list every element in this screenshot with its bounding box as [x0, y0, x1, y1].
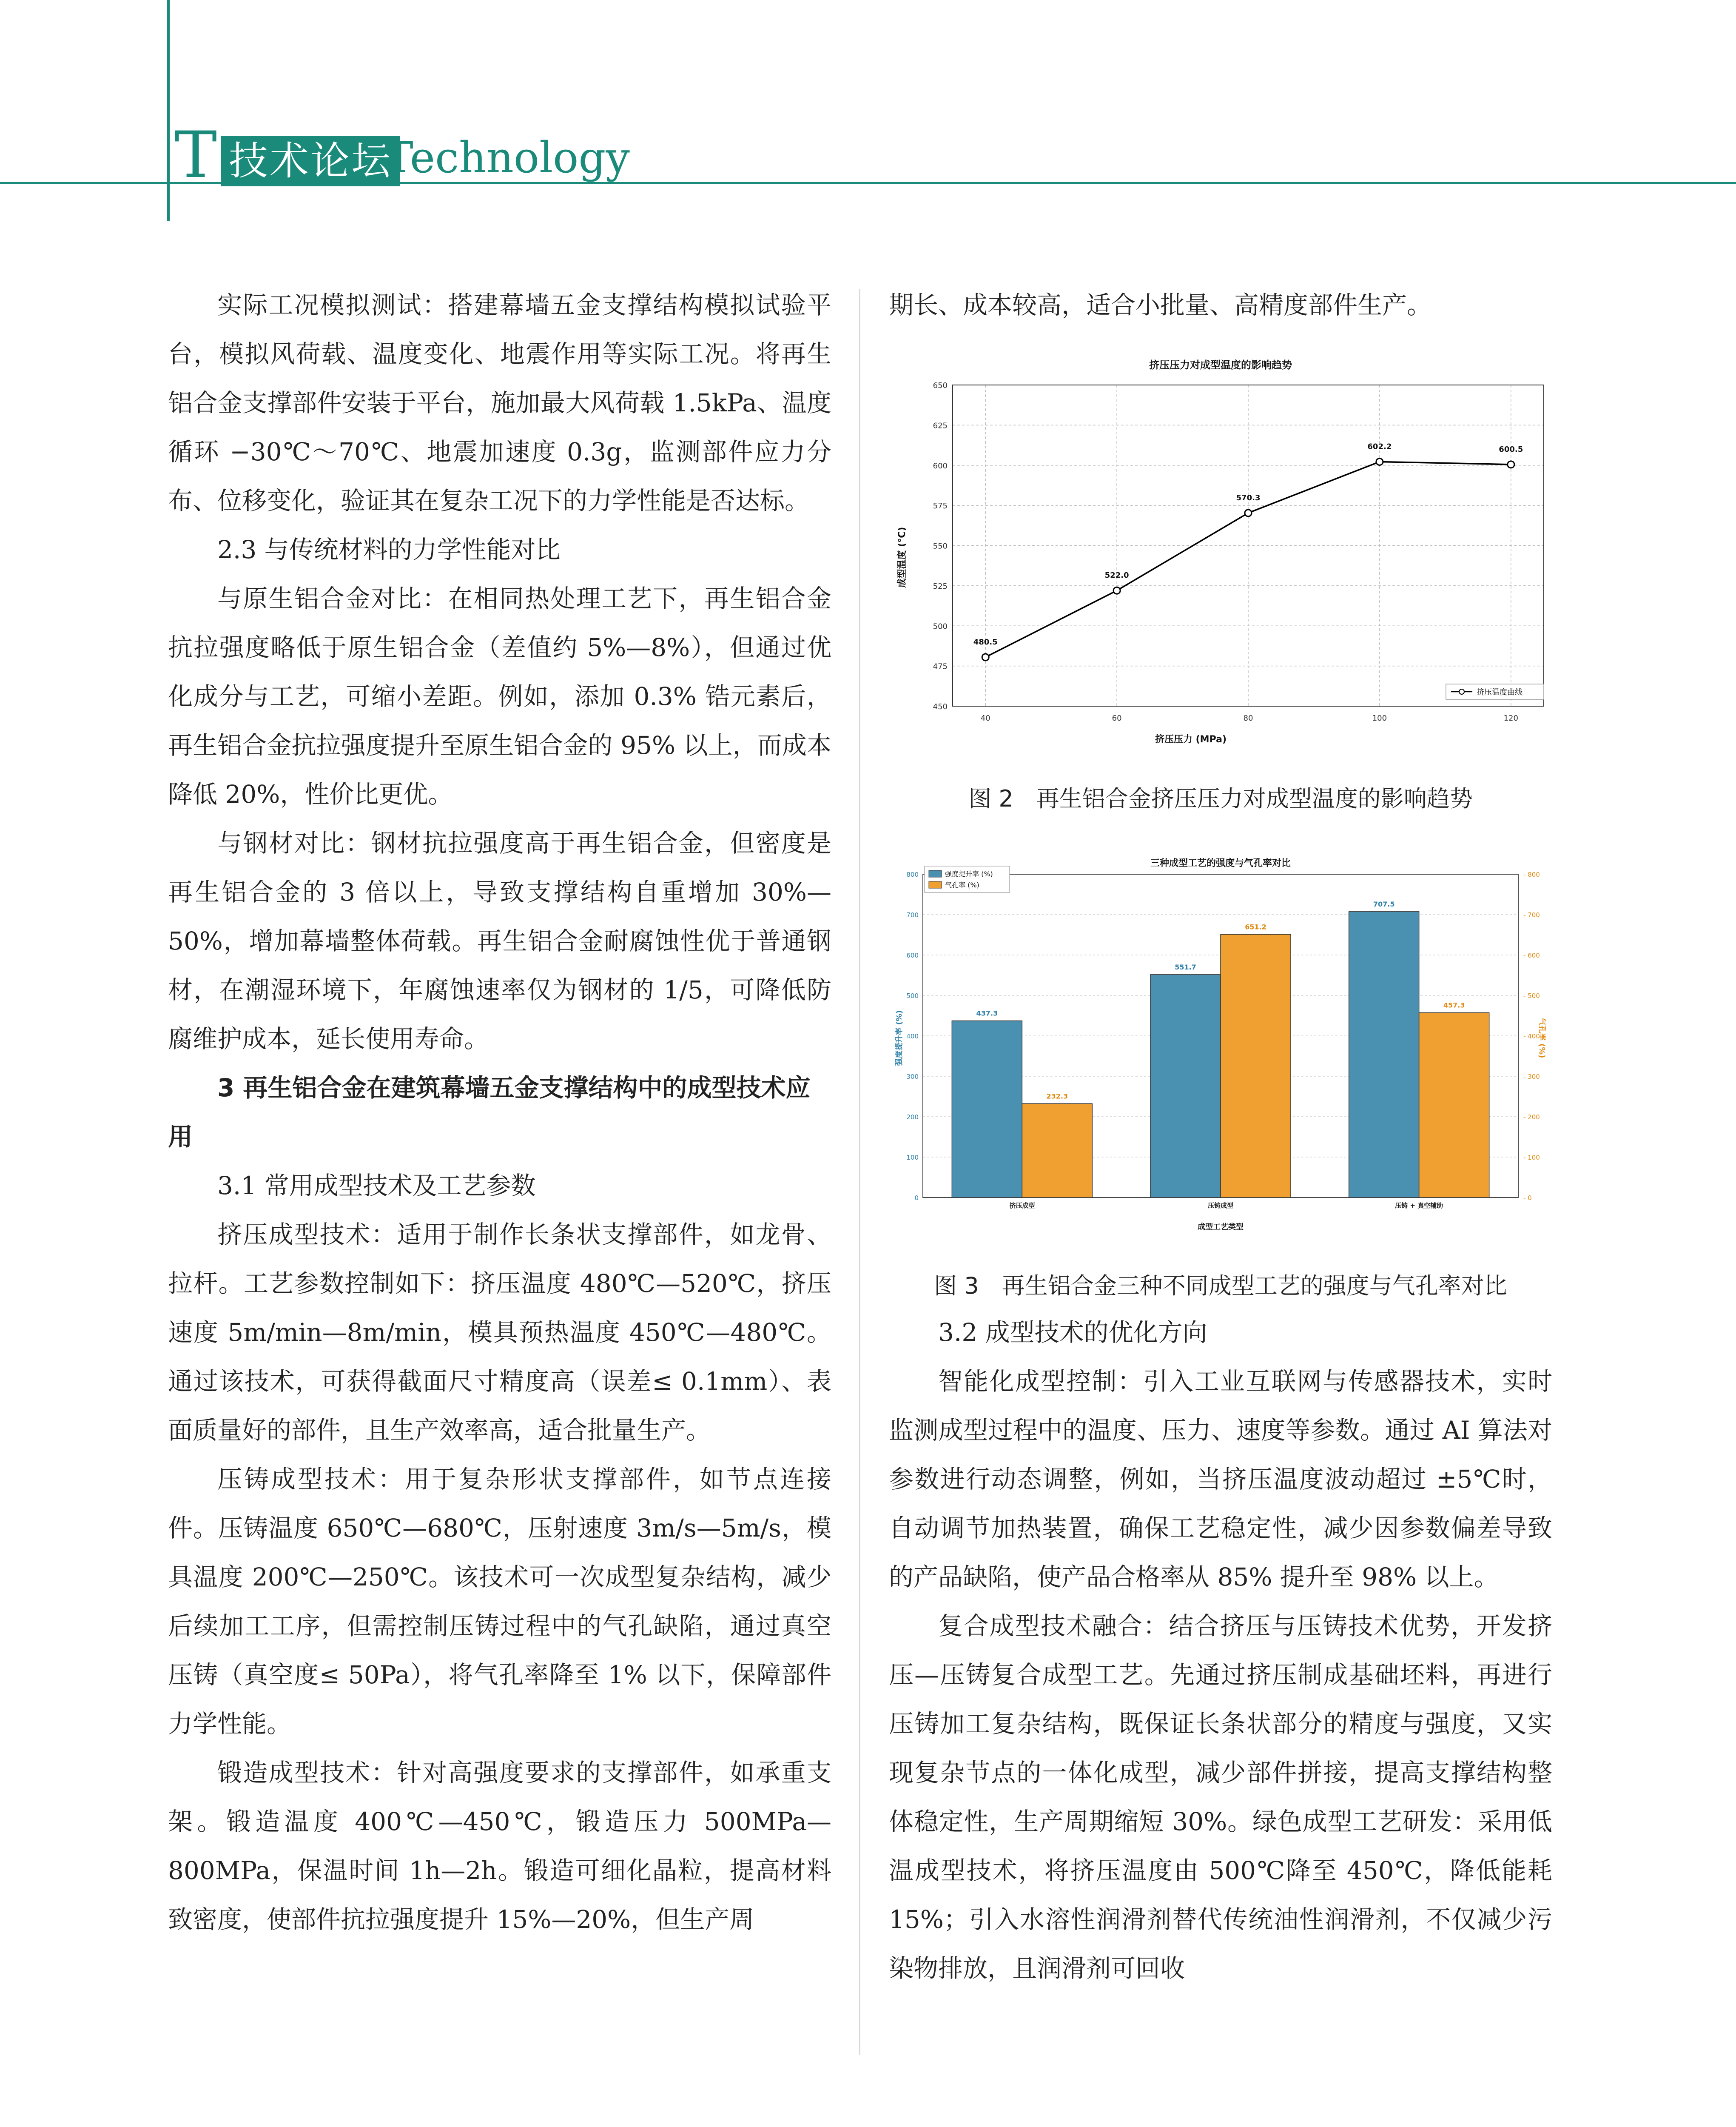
x-axis-label: 挤压压力 (MPa)	[1155, 734, 1227, 745]
data-point	[1508, 461, 1514, 468]
paragraph: 与原生铝合金对比：在相同热处理工艺下，再生铝合金抗拉强度略低于原生铝合金（差值约 5%—8%），但通过优化成分与工艺，可缩小差距。例如，添加 0.3% 锆元素后，再生铝合金抗拉强度提升至原生铝合金的 95% 以上，而成本降低 20%，性价比更优。	[168, 584, 831, 809]
legend-label: 强度提升率 (%)	[945, 870, 993, 878]
y-tick-label: 500	[933, 622, 948, 631]
y-tick-label-right: - 600	[1523, 952, 1540, 959]
chart-title: 三种成型工艺的强度与气孔率对比	[1150, 858, 1291, 869]
data-label: 232.3	[1046, 1092, 1068, 1101]
data-label: 602.2	[1367, 442, 1392, 451]
header-letter: T	[174, 118, 217, 192]
paragraph: 挤压成型技术：适用于制作长条状支撑部件，如龙骨、拉杆。工艺参数控制如下：挤压温度 480℃—520℃，挤压速度 5m/min—8m/min，模具预热温度 450℃—480℃。通过该技术，可获得截面尺寸精度高（误差≤ 0.1mm）、表面质量好的部件，且生产效率高，适合批量生产。	[168, 1220, 831, 1445]
section-label-en: Technology	[385, 133, 630, 182]
y-tick-label-left: 0	[914, 1194, 919, 1202]
data-label: 457.3	[1443, 1001, 1465, 1009]
data-point	[1113, 587, 1120, 594]
y-axis-label-right: 气孔率 (%)	[1537, 1018, 1546, 1058]
bar	[1022, 1103, 1092, 1198]
x-tick-label: 挤压成型	[1009, 1202, 1035, 1209]
x-axis-label: 成型工艺类型	[1198, 1223, 1244, 1232]
x-tick-label: 40	[980, 714, 990, 723]
paragraph: 智能化成型控制：引入工业互联网与传感器技术，实时监测成型过程中的温度、压力、速度等参数。通过 AI 算法对参数进行动态调整，例如，当挤压温度波动超过 ±5℃时，自动调节加热装置，确保工艺稳定性，减少因参数偏差导致的产品缺陷，使产品合格率从 85% 提升至 98% 以上。	[889, 1367, 1552, 1591]
data-label: 707.5	[1373, 900, 1395, 908]
paragraph: 实际工况模拟测试：搭建幕墙五金支撑结构模拟试验平台，模拟风荷载、温度变化、地震作用等实际工况。将再生铝合金支撑部件安装于平台，施加最大风荷载 1.5kPa、温度循环 −30℃～70℃、地震加速度 0.3g，监测部件应力分布、位移变化，验证其在复杂工况下的力学性能是否达标。	[168, 291, 831, 515]
data-label: 570.3	[1236, 493, 1261, 502]
data-point	[982, 654, 989, 661]
data-label: 480.5	[973, 637, 998, 647]
bar	[1221, 934, 1291, 1198]
figure-2-caption: 图 2 再生铝合金挤压压力对成型温度的影响趋势	[968, 785, 1473, 812]
y-tick-label-left: 300	[906, 1073, 919, 1081]
x-tick-label: 80	[1243, 714, 1253, 723]
y-tick-label: 575	[933, 502, 948, 511]
y-tick-label-left: 600	[906, 952, 919, 959]
y-tick-label-left: 500	[906, 992, 919, 1000]
subsection-heading: 3.2 成型技术的优化方向	[938, 1318, 1207, 1347]
y-tick-label: 475	[933, 662, 948, 671]
paragraph: 与钢材对比：钢材抗拉强度高于再生铝合金，但密度是再生铝合金的 3 倍以上，导致支撑结构自重增加 30%—50%，增加幕墙整体荷载。再生铝合金耐腐蚀性优于普通钢材，在潮湿环境下，年腐蚀速率仅为钢材的 1/5，可降低防腐维护成本，延长使用寿命。	[168, 829, 831, 1053]
subsection-heading: 3.1 常用成型技术及工艺参数	[217, 1171, 536, 1200]
bar	[952, 1021, 1022, 1198]
bar	[1419, 1013, 1489, 1198]
data-label: 651.2	[1245, 923, 1266, 931]
y-tick-label-left: 700	[906, 911, 919, 919]
x-tick-label: 压铸 + 真空辅助	[1395, 1202, 1443, 1209]
section-label-cn: 技术论坛	[221, 136, 400, 186]
left-column	[168, 281, 831, 1944]
figure-3-caption: 图 3 再生铝合金三种不同成型工艺的强度与气孔率对比	[934, 1272, 1507, 1299]
chart-title: 挤压压力对成型温度的影响趋势	[1149, 359, 1292, 371]
subsection-heading: 2.3 与传统材料的力学性能对比	[217, 535, 561, 564]
paragraph: 锻造成型技术：针对高强度要求的支撑部件，如承重支架。锻造温度 400℃—450℃，锻造压力 500MPa—800MPa，保温时间 1h—2h。锻造可细化晶粒，提高材料致密度，使部件抗拉强度提升 15%—20%，但生产周	[168, 1758, 831, 1934]
right-column-bottom	[889, 1308, 1552, 1993]
line-chart	[889, 357, 1552, 757]
y-tick-label-right: - 0	[1523, 1194, 1532, 1202]
header-vertical-rule	[167, 0, 170, 221]
legend-label: 挤压温度曲线	[1477, 688, 1523, 697]
y-tick-label-right: - 700	[1523, 911, 1540, 919]
y-tick-label-right: - 400	[1523, 1032, 1540, 1040]
x-tick-label: 压铸成型	[1207, 1202, 1234, 1209]
data-point	[1376, 458, 1383, 465]
y-tick-label: 650	[933, 381, 948, 390]
section-heading: 3 再生铝合金在建筑幕墙五金支撑结构中的成型技术应用	[168, 1073, 811, 1151]
x-tick-label: 60	[1112, 714, 1122, 723]
y-axis-label: 成型温度 (°C)	[897, 527, 908, 588]
y-axis-label-left: 强度提升率 (%)	[895, 1010, 904, 1066]
y-tick-label-left: 100	[906, 1154, 919, 1161]
y-tick-label-right: - 100	[1523, 1154, 1540, 1161]
y-tick-label: 625	[933, 421, 948, 431]
x-tick-label: 120	[1503, 714, 1518, 723]
data-label: 437.3	[976, 1009, 998, 1018]
chart-legend	[925, 866, 1010, 892]
bar	[1349, 912, 1419, 1198]
y-tick-label-left: 800	[906, 871, 919, 878]
y-tick-label-left: 200	[906, 1113, 919, 1121]
paragraph: 复合成型技术融合：结合挤压与压铸技术优势，开发挤压—压铸复合成型工艺。先通过挤压制成基础坯料，再进行压铸加工复杂结构，既保证长条状部分的精度与强度，又实现复杂节点的一体化成型，减少部件拼接，提高支撑结构整体稳定性，生产周期缩短 30%。绿色成型工艺研发：采用低温成型技术，将挤压温度由 500℃降至 450℃，降低能耗 15%；引入水溶性润滑剂替代传统油性润滑剂，不仅减少污染物排放，且润滑剂可回收	[889, 1611, 1552, 1983]
y-tick-label-right: - 300	[1523, 1073, 1540, 1081]
data-label: 600.5	[1499, 445, 1523, 454]
legend-label: 气孔率 (%)	[945, 881, 979, 889]
x-tick-label: 100	[1372, 714, 1387, 723]
paragraph: 压铸成型技术：用于复杂形状支撑部件，如节点连接件。压铸温度 650℃—680℃，压射速度 3m/s—5m/s，模具温度 200℃—250℃。该技术可一次成型复杂结构，减少后续加工工序，但需控制压铸过程中的气孔缺陷，通过真空压铸（真空度≤ 50Pa），将气孔率降至 1% 以下，保障部件力学性能。	[168, 1465, 831, 1738]
data-point	[1245, 510, 1252, 516]
right-column-top	[889, 281, 1552, 330]
column-divider	[859, 289, 860, 2055]
y-tick-label-right: - 200	[1523, 1113, 1540, 1121]
y-tick-label-right: - 500	[1523, 992, 1540, 1000]
y-tick-label: 450	[933, 702, 948, 711]
y-tick-label-right: - 800	[1523, 871, 1540, 878]
y-tick-label: 550	[933, 542, 948, 551]
bar-chart	[889, 855, 1552, 1238]
y-tick-label: 600	[933, 461, 948, 470]
data-label: 551.7	[1175, 963, 1196, 971]
y-tick-label-left: 400	[906, 1032, 919, 1040]
paragraph: 期长、成本较高，适合小批量、高精度部件生产。	[889, 291, 1432, 319]
y-tick-label: 525	[933, 582, 948, 591]
bar	[1150, 975, 1221, 1198]
data-label: 522.0	[1104, 571, 1129, 580]
chart-legend	[1446, 684, 1544, 699]
